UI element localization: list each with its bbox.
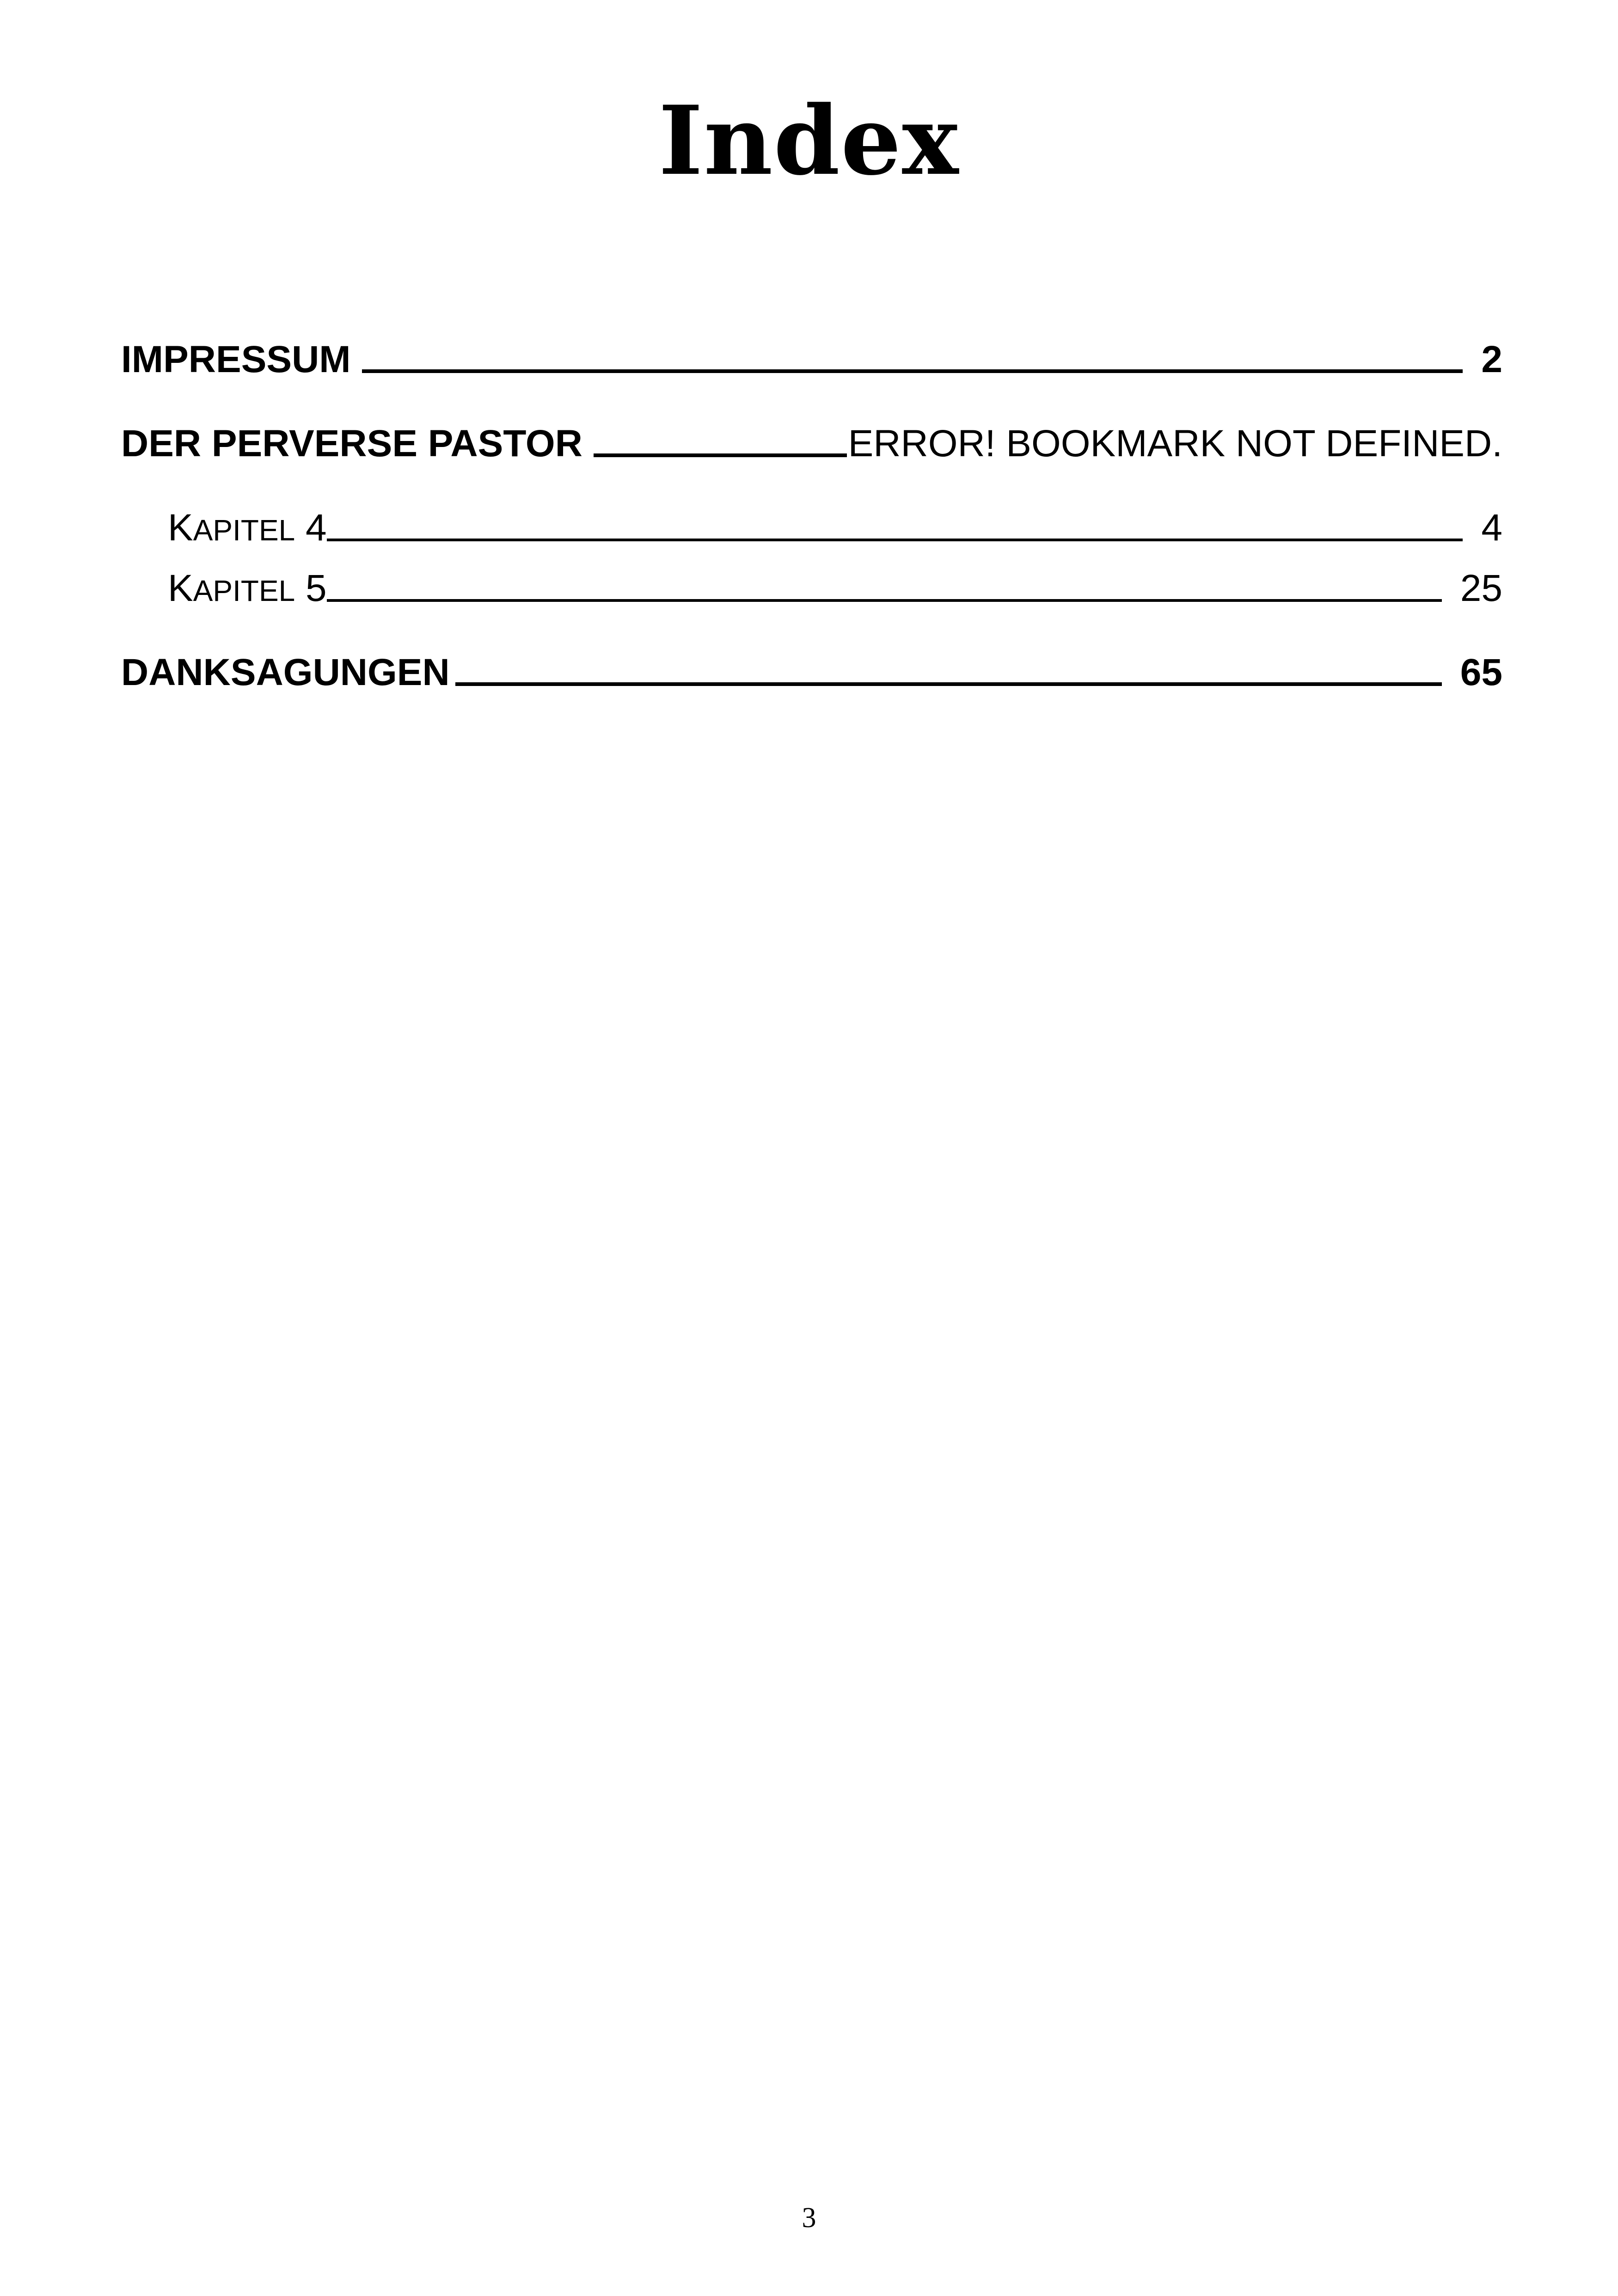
toc-label-rest: APITEL xyxy=(193,514,295,547)
page-title: Index xyxy=(658,86,960,196)
toc-entry-impressum[interactable] xyxy=(121,334,1502,385)
toc-leader-line xyxy=(327,539,1463,541)
toc-label-initial: K xyxy=(168,507,193,549)
toc-entry-page: 2 xyxy=(1481,338,1502,380)
toc-label-initial: K xyxy=(168,567,193,609)
toc-entry-label: DANKSAGUNGEN xyxy=(121,651,450,693)
toc-entry-page: 65 xyxy=(1460,651,1502,693)
toc-entry-page: 4 xyxy=(1481,507,1502,549)
toc-label-number: 4 xyxy=(295,507,327,549)
toc-entry-page: 25 xyxy=(1460,567,1502,609)
toc-entry-kapitel-4[interactable] xyxy=(168,502,1502,556)
toc-entry-kapitel-5[interactable] xyxy=(168,563,1502,616)
toc-leader-line xyxy=(327,599,1442,602)
toc-entry-label xyxy=(168,563,327,616)
toc-label-number: 5 xyxy=(295,567,327,609)
toc-label-rest: APITEL xyxy=(193,574,295,607)
toc-entry-danksagungen[interactable] xyxy=(121,647,1502,698)
toc-entry-label: DER PERVERSE PASTOR xyxy=(121,422,582,465)
toc-leader-line xyxy=(362,369,1463,373)
toc-leader-line xyxy=(455,682,1442,686)
toc-entry-der-perverse-pastor[interactable] xyxy=(121,418,1502,469)
toc-entry-error-text: ERROR! BOOKMARK NOT DEFINED. xyxy=(848,422,1502,465)
toc-entry-label: IMPRESSUM xyxy=(121,338,351,380)
toc-entry-label xyxy=(168,502,327,556)
toc-leader-line xyxy=(594,453,847,457)
page-number: 3 xyxy=(802,2202,816,2234)
